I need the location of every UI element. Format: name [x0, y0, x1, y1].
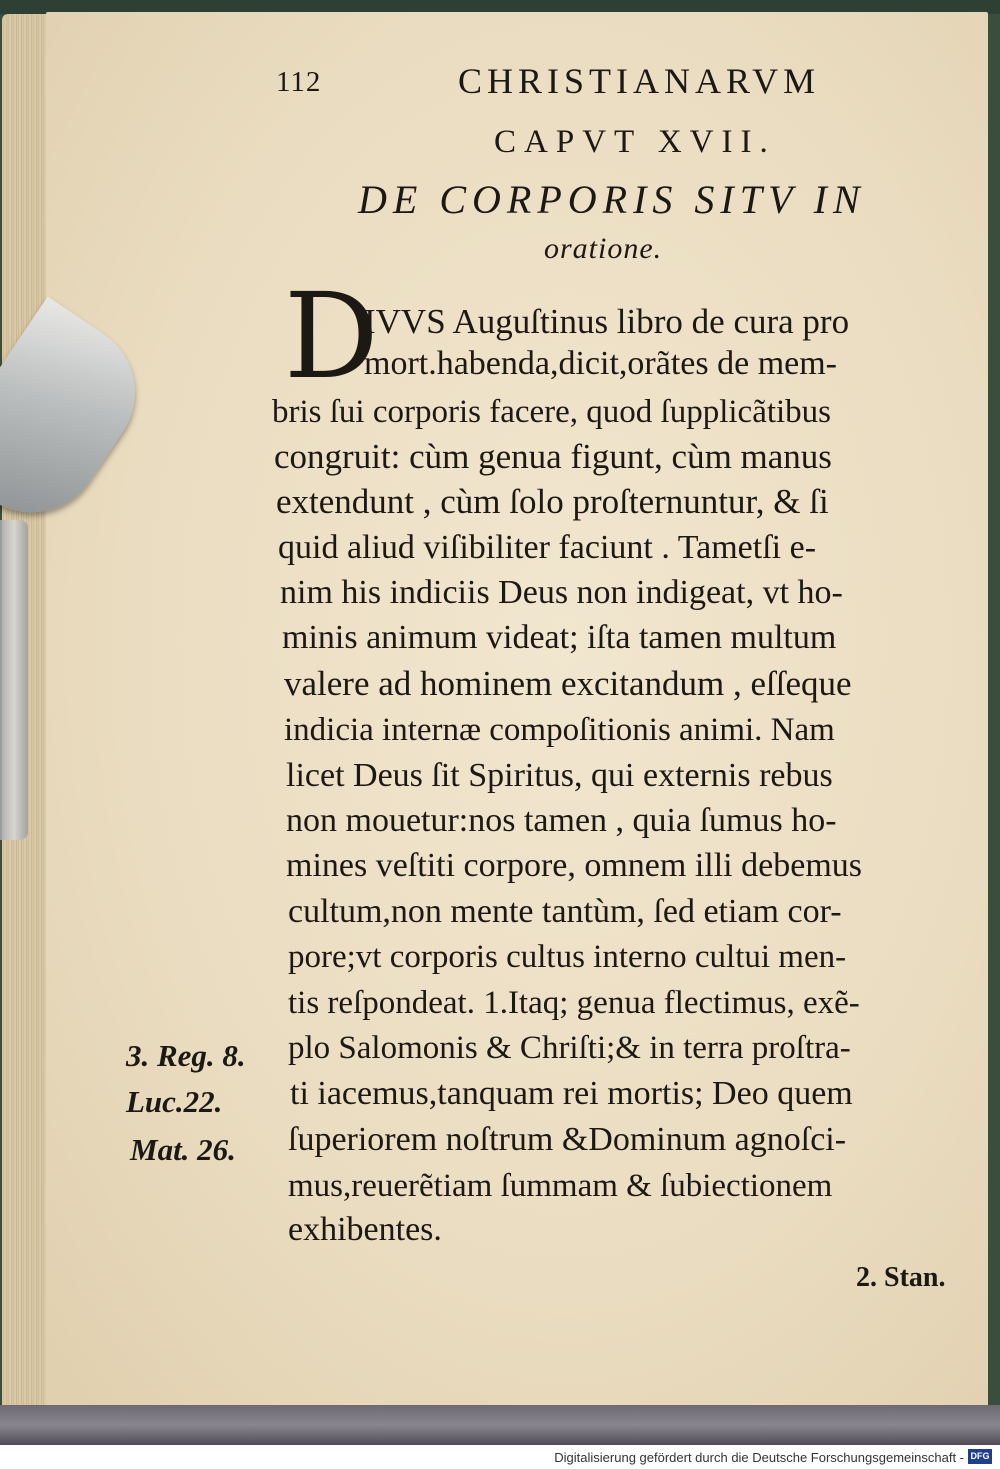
body-line: ti iacemus,tanquam rei mortis; Deo quem	[290, 1075, 853, 1112]
book-clamp-shadow	[0, 520, 28, 840]
chapter-label: CAPVT XVII.	[494, 124, 776, 160]
body-line: nim his indiciis Deus non indigeat, vt ho-	[280, 574, 843, 611]
body-line: mines veſtiti corpore, omnem illi debemus	[286, 847, 862, 884]
body-line: minis animum videat; iſta tamen multum	[282, 619, 837, 656]
body-line: IVVS Auguſtinus libro de cura pro	[364, 302, 850, 341]
body-line: quid aliud viſibiliter faciunt . Tametſi e-	[278, 529, 817, 566]
body-line: non mouetur:nos tamen , quia ſumus ho-	[286, 802, 837, 839]
body-line: mort.habenda,dicit,orãtes de mem-	[364, 345, 837, 382]
margin-note-luc: Luc.22.	[126, 1084, 223, 1119]
body-line: cultum,non mente tantùm, ſed etiam cor-	[288, 893, 842, 930]
book-cover-bottom	[0, 1405, 1000, 1445]
margin-note-reg: 3. Reg. 8.	[126, 1038, 246, 1073]
body-line: bris ſui corporis facere, quod ſupplicãtibus	[272, 394, 832, 430]
margin-note-mat: Mat. 26.	[130, 1132, 236, 1167]
body-line: indicia internæ compoſitionis animi. Nam	[284, 712, 835, 748]
body-line: exhibentes.	[288, 1211, 442, 1248]
catchword: 2. Stan.	[856, 1262, 946, 1293]
body-line: extendunt , cùm ſolo proſternuntur, & ſi	[276, 482, 829, 521]
body-line: mus,reuerẽtiam ſummam & ſubiectionem	[288, 1168, 833, 1204]
body-line: congruit: cùm genua figunt, cùm manus	[274, 437, 832, 476]
page-number: 112	[276, 66, 322, 98]
body-line: pore;vt corporis cultus interno cultui men-	[288, 939, 847, 975]
running-title: CHRISTIANARVM	[458, 61, 821, 101]
body-line: ſuperiorem noſtrum &Dominum agnoſci-	[288, 1121, 847, 1158]
chapter-heading-line-2: oratione.	[544, 232, 663, 265]
chapter-heading-line-1: DE CORPORIS SITV IN	[358, 177, 866, 222]
body-line: tis reſpondeat. 1.Itaq; genua flectimus, exẽ-	[288, 985, 860, 1021]
digitization-footer	[0, 1445, 1000, 1469]
body-line: licet Deus ſit Spiritus, qui externis rebus	[286, 757, 833, 794]
dfg-logo: DFG	[968, 1449, 992, 1464]
drop-capital: D	[284, 267, 379, 405]
body-line: valere ad hominem excitandum , eſſeque	[284, 664, 852, 703]
body-line: plo Salomonis & Chriſti;& in terra proſtra-	[288, 1030, 851, 1066]
footer-credit: Digitalisierung gefördert durch die Deutsche Forschungsgemeinschaft -	[554, 1450, 964, 1465]
